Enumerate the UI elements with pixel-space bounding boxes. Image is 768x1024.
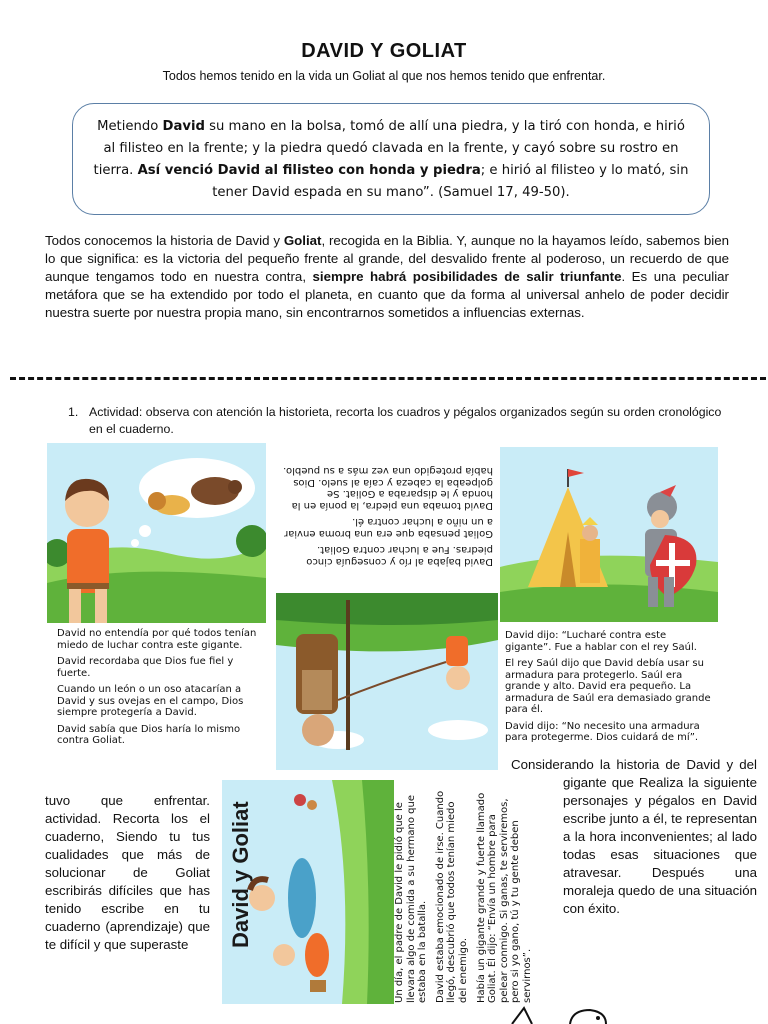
activity-number: 1. [68, 405, 79, 419]
right-text-column [511, 756, 757, 918]
cut-line-divider [10, 377, 766, 380]
comic-panel-2-caption [283, 460, 493, 567]
intro-paragraph [45, 232, 729, 322]
quote-text-1: Metiendo [97, 119, 163, 134]
quote-text-5: ; e hirió al filisteo y lo mató, sin tener David espada en su mano”. (Samuel 17, 49-50). [212, 163, 689, 200]
caption-line: David recordaba que Dios fue fiel y fuerte. [57, 656, 234, 679]
comic-cover-caption [394, 789, 564, 1003]
cover-title: David y Goliat [228, 801, 253, 948]
intro-d: siempre habrá posibilidades de salir triunfante [312, 269, 622, 284]
comic-panel-3-image [500, 447, 718, 622]
comic-panel-2-image [276, 593, 498, 770]
intro-b: Goliat [283, 233, 322, 248]
right-text: Considerando la historia de David y del gigante que Realiza la siguiente personajes y pégalos en David escribe junto a él, te representan a la hora inconvenientes; al lado todas esas situaciones que atravesar. Después una moraleja quedo de una situación con éxito. [511, 757, 757, 916]
caption-line: David estaba emocionado de irse. Cuando llegó, descubrió que todos tenían miedo del enemigo. [434, 790, 469, 1003]
caption-line: Un día, el padre de David le pidió que le llevara algo de comida a su hermano que estaba en la batalla. [394, 795, 429, 1003]
caption-line: Goliat pensaba que era una broma enviar a un niño a luchar contra él. [284, 516, 493, 539]
left-text-column: tuvo que enfrentar. actividad. Recorta los el cuaderno, Siendo tu tus cualidades que más de solucionar de Goliat escribirás difíciles que has tenido escribe en tu cuaderno (aprendizaje) que te difícil y que superaste [45, 793, 210, 952]
comic-panel-1-image [47, 443, 266, 623]
bible-quote-box [72, 103, 710, 215]
intro-a: Todos conocemos la historia de David y [45, 233, 284, 248]
david-fights-goliat-illustration [276, 593, 498, 770]
king-saul-armor-illustration [500, 447, 718, 622]
caption-line: El rey Saúl dijo que David debía usar su armadura para protegerlo. Saúl era grande y alto. David era pequeño. La armadura de Saúl era demasiado grande para él. [505, 658, 711, 715]
caption-line: David tomaba una piedra, la ponía en la honda y le disparaba a Goliat. Se golpeaba la cabeza y caía al suelo. Dios había protegido una vez más a su pueblo. [283, 465, 493, 511]
activity-text: Actividad: observa con atención la historieta, recorta los cuadros y pégalos organizados según su orden cronológico en el cuaderno. [89, 405, 722, 436]
quote-text-4: Así venció David al filisteo con honda y piedra [137, 163, 481, 178]
quote-text-3: su mano en la bolsa, tomó de allí una piedra, y la tiró con honda, e hirió al filisteo en la frente; y la piedra quedó clavada en la frente, y cayó sobre su rostro en tierra. [93, 119, 685, 178]
caption-line: David dijo: “Lucharé contra este gigante”. Fue a hablar con el rey Saúl. [505, 630, 697, 653]
intro-e: . Es una peculiar metáfora que se ha extendido por todo el planeta, en cuanto que da forma al universal anhelo de poder decidir nuestra suerte por nuestra propia mano, sin encontrarnos sometidos a influencias externas. [45, 269, 729, 320]
caption-line: David sabía que Dios haría lo mismo contra Goliat. [57, 723, 241, 746]
david-thinking-illustration [47, 443, 266, 623]
caption-line: Cuando un león o un oso atacarían a David y sus ovejas en el campo, Dios siempre protegería a David. [57, 684, 244, 718]
comic-panel-3-caption [505, 630, 715, 749]
caption-line: Había un gigante grande y fuerte llamado Goliat. Él dijo: “Envía un hombre para pelear conmigo. Si ganas, te serviremos, pero si yo gano, tú y tu gente deben servirnos”. [475, 792, 533, 1003]
comic-panel-1-caption [57, 628, 262, 752]
page-subtitle: Todos hemos tenido en la vida un Goliat al que nos hemos tenido que enfrentar. [162, 69, 606, 83]
partial-drawing-bottom [510, 1004, 620, 1024]
caption-line: David no entendía por qué todos tenían miedo de luchar contra este gigante. [57, 628, 257, 651]
quote-text-2: David [162, 119, 205, 134]
caption-line: David dijo: “No necesito una armadura para protegerme. Dios cuidará de mí”. [505, 720, 700, 743]
activity-instruction [60, 404, 730, 438]
page-title: DAVID Y GOLIAT [301, 40, 467, 62]
caption-line: David bajaba al río y conseguía cinco piedras. Fue a luchar contra Goliat. [306, 544, 493, 567]
intro-c: , recogida en la Biblia. Y, aunque no la hayamos leído, sabemos bien lo que significa: es la victoria del pequeño frente al grande, del desvalido frente al poderoso, un recuerdo de que aunque tengamos todo en nuestra contra, [45, 233, 729, 284]
